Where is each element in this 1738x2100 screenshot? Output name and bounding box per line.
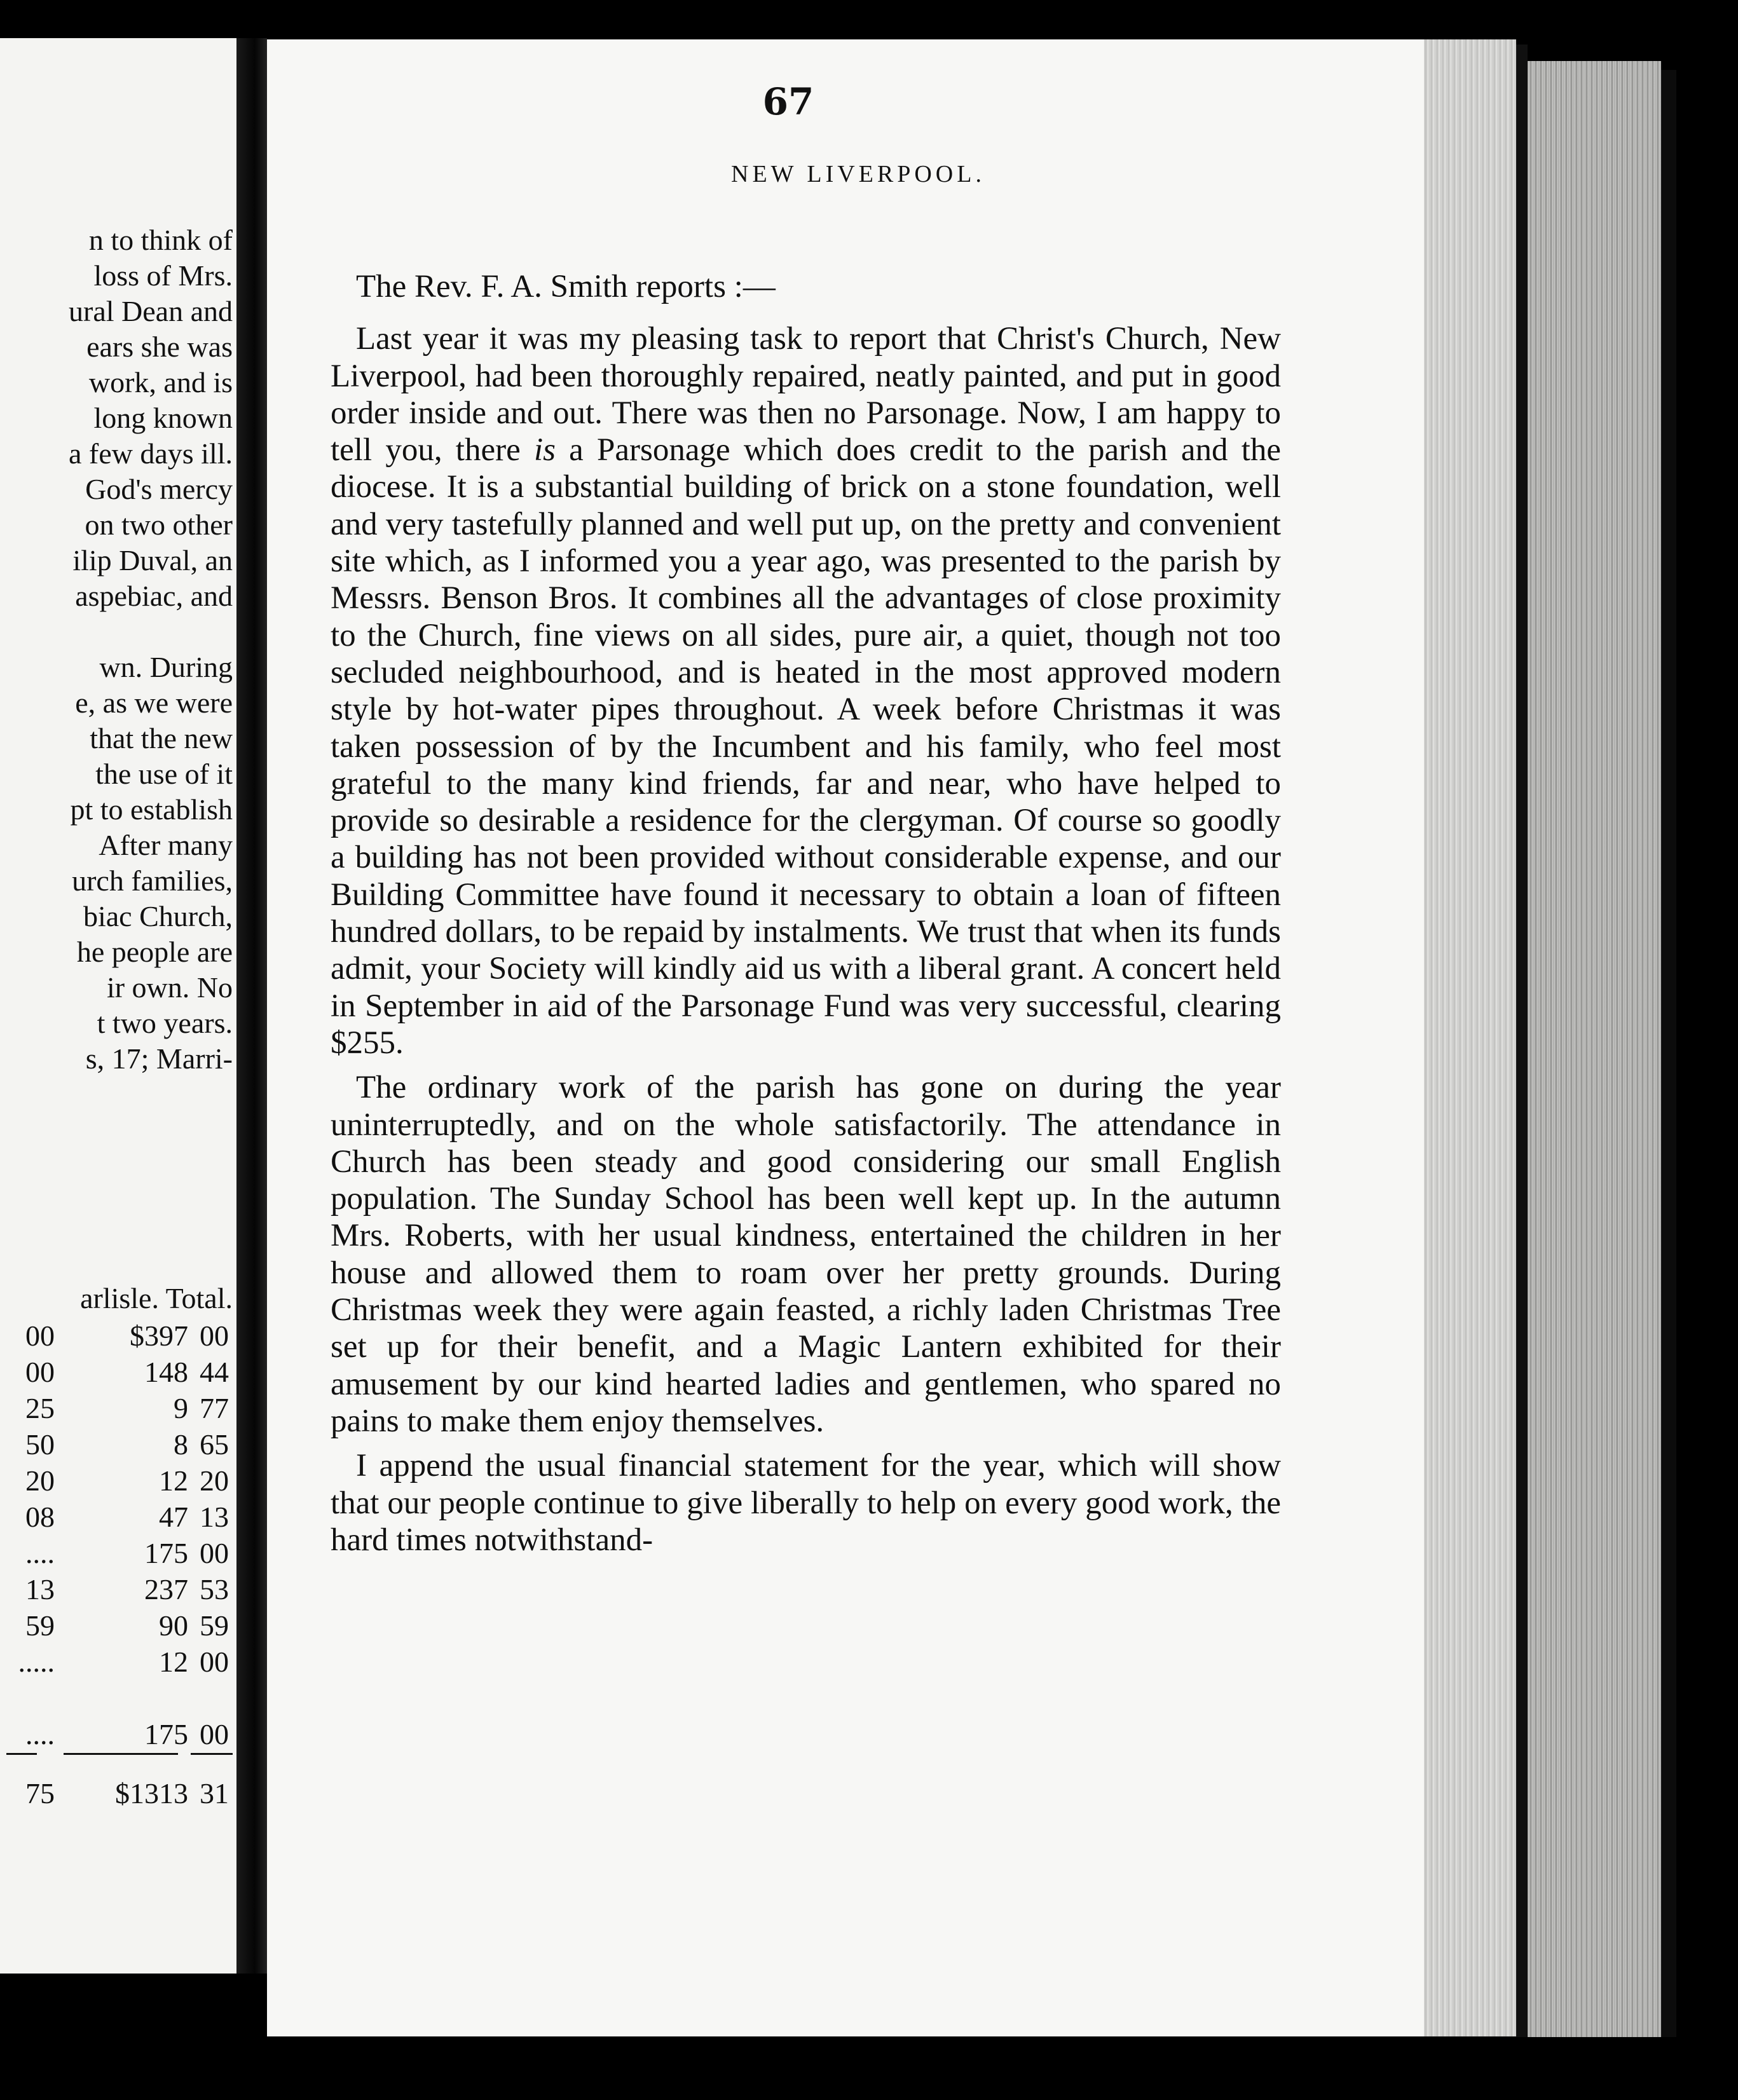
- paragraph-1: [331, 320, 1281, 1061]
- table-rule: [6, 1753, 37, 1755]
- table-cell: $397: [130, 1319, 188, 1352]
- left-page-line: that the new: [90, 722, 233, 754]
- left-page-line: ir own. No: [106, 971, 233, 1004]
- left-table-row: [0, 1391, 233, 1427]
- left-page-line: n to think of: [88, 224, 233, 256]
- left-page-line: long known: [93, 402, 233, 434]
- left-page-line: God's mercy: [85, 473, 233, 505]
- left-page-line: urch families,: [72, 864, 233, 897]
- table-cell: 9: [174, 1392, 188, 1424]
- left-table-row: [0, 1500, 233, 1536]
- table-cell: 8: [174, 1428, 188, 1461]
- left-table-row: [0, 1681, 233, 1717]
- left-page-line: on two other: [85, 508, 233, 541]
- paragraph-1-part-a: Last year it was my pleasing task to report that Christ's Church, New Liverpool, had been thoroughly repaired, neatly painted, and put in good order inside and out. There was then no Parsonage. Now, I am happy to tell you, there: [331, 321, 1281, 468]
- paragraph-1-emphasis: is: [533, 432, 556, 468]
- left-page-line: the use of it: [95, 758, 233, 790]
- table-cell: 237: [144, 1573, 188, 1606]
- table-cell: ....: [25, 1718, 55, 1750]
- table-cell: 00: [25, 1356, 55, 1388]
- left-page-line: ilip Duval, an: [72, 544, 233, 576]
- left-page-line: pt to establish: [70, 793, 233, 826]
- table-cell: 00: [200, 1646, 229, 1678]
- page-body: [331, 268, 1281, 1558]
- paragraph-3: I append the usual financial statement for the year, which will show that our people continue to give liberally to help on every good work, the hard times notwithstand-: [331, 1448, 1281, 1558]
- left-table-row: [0, 1464, 233, 1499]
- page-number: 67: [762, 80, 814, 123]
- table-cell: .....: [18, 1646, 55, 1678]
- scan-border: [236, 2037, 1738, 2100]
- table-cell: 12: [159, 1464, 188, 1497]
- table-cell: 00: [200, 1537, 229, 1569]
- table-cell: 13: [200, 1501, 229, 1533]
- table-cell: 47: [159, 1501, 188, 1533]
- table-rule: [64, 1753, 178, 1755]
- table-rule: [191, 1753, 233, 1755]
- left-page-line: ural Dean and: [69, 295, 233, 327]
- left-table-row: [0, 1355, 233, 1391]
- left-table-header: arlisle. Total.: [80, 1282, 233, 1314]
- left-page-line: work, and is: [88, 366, 233, 399]
- left-table-total-row: [0, 1776, 233, 1812]
- left-table-row: [0, 1319, 233, 1354]
- table-cell: 20: [200, 1464, 229, 1497]
- left-page-fragment: [0, 38, 239, 1974]
- left-page-line: t two years.: [97, 1007, 233, 1039]
- table-cell: 00: [25, 1319, 55, 1352]
- table-cell: 25: [25, 1392, 55, 1424]
- total-cell: $1313: [115, 1777, 188, 1810]
- table-cell: 53: [200, 1573, 229, 1606]
- paragraph-1-part-b: a Parsonage which does credit to the parish and the diocese. It is a substantial building of brick on a stone foundation, well and very tastefully planned and well put up, on the pretty and convenient site which, as I informed you a year ago, was presented to the parish by Messrs. Benson Bros. It combines all the advantages of close proximity to the Church, fine views on all sides, pure air, a quiet, though not too secluded neighbourhood, and is heated in the most approved modern style by hot-water pipes throughout. A week before Christmas it was taken possession of by the Incumbent and his family, who feel most grateful to the many kind friends, far and near, who have helped to provide so desirable a residence for the clergyman. Of course so goodly a building has not been provided without considerable expense, and our Building Committee have found it necessary to obtain a loan of fifteen hundred dollars, to be repaid by instalments. We trust that when its funds admit, your Society will kindly aid us with a liberal grant. A concert held in September in aid of the Parsonage Fund was very successful, clearing $255.: [331, 432, 1281, 1061]
- left-table-row: [0, 1428, 233, 1463]
- left-page-line: s, 17; Marri-: [85, 1042, 233, 1075]
- main-page: [267, 39, 1449, 2036]
- left-table-row: [0, 1572, 233, 1608]
- table-cell: 175: [144, 1537, 188, 1569]
- running-head: NEW LIVERPOOL.: [731, 161, 985, 188]
- total-cell: 31: [200, 1777, 229, 1810]
- left-page-line: he people are: [76, 936, 233, 968]
- table-cell: 50: [25, 1428, 55, 1461]
- page-edges-back: [1528, 61, 1661, 2053]
- left-table-row: [0, 1536, 233, 1572]
- left-page-line: loss of Mrs.: [93, 259, 233, 292]
- table-cell: 13: [25, 1573, 55, 1606]
- table-cell: 148: [144, 1356, 188, 1388]
- table-cell: 12: [159, 1646, 188, 1678]
- left-page-line: aspebiac, and: [75, 580, 233, 612]
- left-page-line: ears she was: [86, 331, 233, 363]
- left-page-line: After many: [99, 829, 233, 861]
- total-cell: 75: [25, 1777, 55, 1810]
- book-gutter: [236, 38, 267, 1974]
- table-cell: 00: [200, 1319, 229, 1352]
- report-intro: The Rev. F. A. Smith reports :—: [356, 269, 776, 304]
- table-cell: 175: [144, 1718, 188, 1750]
- left-page-line: a few days ill.: [68, 437, 233, 470]
- table-cell: 59: [200, 1609, 229, 1642]
- table-cell: 90: [159, 1609, 188, 1642]
- left-table-row: [0, 1645, 233, 1681]
- table-cell: ....: [25, 1537, 55, 1569]
- table-cell: 77: [200, 1392, 229, 1424]
- page-edges-shadow: [1661, 70, 1676, 2054]
- left-page-line: wn. During: [99, 651, 233, 683]
- paragraph-2: The ordinary work of the parish has gone on during the year uninterruptedly, and on the whole satisfactorily. The attendance in Church has been steady and good considering our small English population. The Sunday School has been well kept up. In the autumn Mrs. Roberts, with her usual kindness, entertained the children in her house and allowed them to roam over her pretty grounds. During Christmas week they were again feasted, a richly laden Christmas Tree set up for their benefit, and a Magic Lantern exhibited for their amusement by our kind hearted ladies and gentlemen, who spared no pains to make them enjoy themselves.: [331, 1070, 1281, 1439]
- left-table-row: [0, 1717, 233, 1753]
- page-edges-shadow: [1516, 44, 1528, 2047]
- left-table-row: [0, 1609, 233, 1644]
- table-cell: 44: [200, 1356, 229, 1388]
- table-cell: 20: [25, 1464, 55, 1497]
- page-edges-front: [1424, 39, 1516, 2036]
- left-page-line: biac Church,: [83, 900, 233, 932]
- table-cell: 00: [200, 1718, 229, 1750]
- table-cell: 59: [25, 1609, 55, 1642]
- left-page-line: e, as we were: [75, 686, 233, 719]
- table-cell: 65: [200, 1428, 229, 1461]
- table-cell: 08: [25, 1501, 55, 1533]
